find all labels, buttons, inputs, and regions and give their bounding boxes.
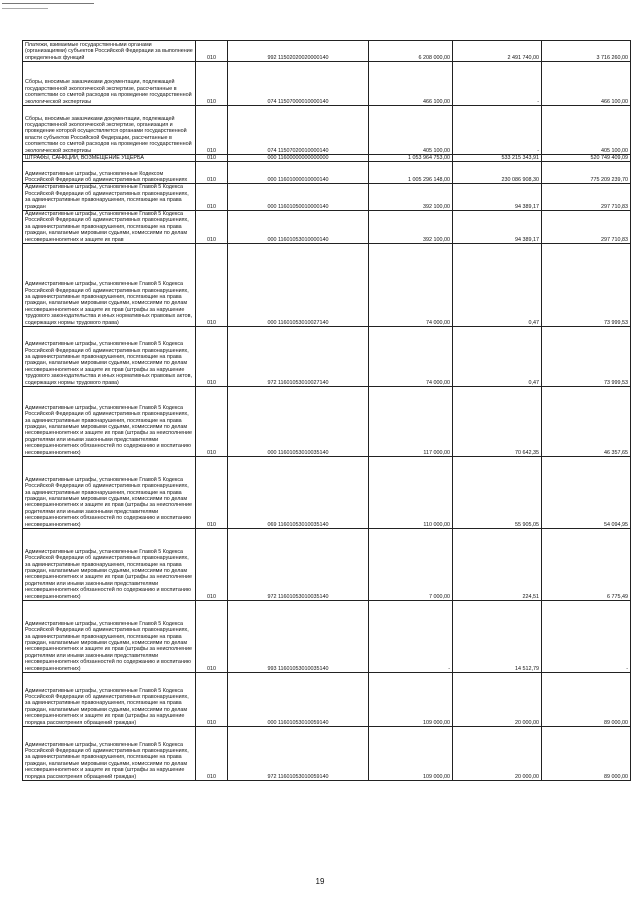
row-remaining-cell: 46 357,65 [542,387,631,457]
table-body [23,41,631,781]
row-executed-cell: 2 491 740,00 [453,41,542,62]
row-kbk-cell: 992 11502020020000140 [228,41,369,62]
row-name-cell: Административные штрафы, установленные Главой 5 Кодекса Российской Федерации об административных правонарушениях, за административные правонарушения, посягающие на права граждан [23,184,196,211]
row-executed-cell: 230 086 908,30 [453,162,542,184]
row-plan-cell: 7 000,00 [369,529,453,601]
row-name-cell: Административные штрафы, установленные Главой 5 Кодекса Российской Федерации об административных правонарушениях, за административные правонарушения, посягающие на права граждан, налагаемые мировыми судьями, комиссиями по делам несовершеннолетних и защите их прав (штрафы за неисполнение родителями или иными законными представителями несовершеннолетних обязанностей по содержанию и воспитанию несовершеннолетних) [23,457,196,529]
row-name-cell: Административные штрафы, установленные Главой 5 Кодекса Российской Федерации об административных правонарушениях, за административные правонарушения, посягающие на права граждан, налагаемые мировыми судьями, комиссиями по делам несовершеннолетних и защите их прав (штрафы за нарушение трудового законодательства и иных нормативных правовых актов, содержащих нормы трудового права) [23,244,196,327]
row-remaining-cell: 405 100,00 [542,106,631,155]
row-kbk-cell: 000 11601000010000140 [228,162,369,184]
row-executed-cell: 55 905,05 [453,457,542,529]
row-remaining-cell: 73 999,53 [542,327,631,387]
header-rule-short [2,8,48,9]
row-executed-cell: 0,47 [453,327,542,387]
row-plan-cell: 110 000,00 [369,457,453,529]
row-name-cell: Административные штрафы, установленные Главой 5 Кодекса Российской Федерации об административных правонарушениях, за административные правонарушения, посягающие на права граждан, налагаемые мировыми судьями, комиссиями по делам несовершеннолетних и защите их прав (штрафы за нарушение порядка рассмотрения обращений граждан) [23,727,196,781]
row-remaining-cell: 297 710,83 [542,184,631,211]
row-code-cell: 010 [196,62,228,106]
row-kbk-cell: 993 11601053010035140 [228,601,369,673]
table-row [23,211,631,244]
row-name-cell: Сборы, вносимые заказчиками документации, подлежащей государственной экологической экспертизе, организация и проведение которой осуществляется органами государственной власти субъектов Российской Федерации, рассчитанные в соответствии со сметой расходов на проведение государственной экологической экспертизы [23,106,196,155]
row-plan-cell: 117 000,00 [369,387,453,457]
row-executed-cell: 20 000,00 [453,673,542,727]
row-remaining-cell: 73 999,53 [542,244,631,327]
row-remaining-cell: 89 000,00 [542,727,631,781]
row-executed-cell: 533 215 343,91 [453,155,542,162]
row-code-cell: 010 [196,529,228,601]
row-code-cell: 010 [196,211,228,244]
row-kbk-cell: 000 11601053010059140 [228,673,369,727]
row-plan-cell: 392 100,00 [369,184,453,211]
row-executed-cell: 14 512,79 [453,601,542,673]
row-remaining-cell: 520 749 409,09 [542,155,631,162]
table-row [23,457,631,529]
row-kbk-cell: 000 11601053010027140 [228,244,369,327]
row-kbk-cell: 074 11507020010000140 [228,106,369,155]
row-code-cell: 010 [196,327,228,387]
table-row [23,673,631,727]
table-row [23,387,631,457]
row-executed-cell: 70 642,35 [453,387,542,457]
header-rule [2,3,94,4]
row-code-cell: 010 [196,601,228,673]
row-name-cell: Административные штрафы, установленные Главой 5 Кодекса Российской Федерации об административных правонарушениях, за административные правонарушения, посягающие на права граждан, налагаемые мировыми судьями, комиссиями по делам несовершеннолетних и защите их прав (штрафы за нарушение трудового законодательства и иных нормативных правовых актов, содержащих нормы трудового права) [23,327,196,387]
table-row [23,184,631,211]
row-executed-cell: 94 389,17 [453,184,542,211]
row-name-cell: Административные штрафы, установленные Главой 5 Кодекса Российской Федерации об административных правонарушениях, за административные правонарушения, посягающие на права граждан, налагаемые мировыми судьями, комиссиями по делам несовершеннолетних и защите их прав (штрафы за неисполнение родителями или иными законными представителями несовершеннолетних обязанностей по содержанию и воспитанию несовершеннолетних) [23,601,196,673]
row-remaining-cell: 6 775,49 [542,529,631,601]
row-code-cell: 010 [196,244,228,327]
row-code-cell: 010 [196,41,228,62]
table-row [23,162,631,184]
row-executed-cell: 94 389,17 [453,211,542,244]
row-kbk-cell: 972 11601053010035140 [228,529,369,601]
row-remaining-cell: 3 716 260,00 [542,41,631,62]
row-name-cell: Административные штрафы, установленные Кодексом Российской Федерации об административных правонарушениях [23,162,196,184]
row-remaining-cell: - [542,601,631,673]
row-kbk-cell: 972 11601053010027140 [228,327,369,387]
page-number: 19 [315,877,325,886]
row-kbk-cell: 000 11601053010000140 [228,211,369,244]
table-row [23,155,631,162]
row-name-cell: Платежи, взимаемые государственными органами (организациями) субъектов Российской Федерации за выполнение определенных функций [23,41,196,62]
row-remaining-cell: 775 209 239,70 [542,162,631,184]
row-kbk-cell: 000 11601053010035140 [228,387,369,457]
row-plan-cell: - [369,601,453,673]
table-row [23,62,631,106]
row-plan-cell: 6 208 000,00 [369,41,453,62]
row-plan-cell: 466 100,00 [369,62,453,106]
row-plan-cell: 1 005 296 148,00 [369,162,453,184]
row-remaining-cell: 89 000,00 [542,673,631,727]
table-row [23,244,631,327]
table-row [23,106,631,155]
row-executed-cell: - [453,62,542,106]
row-plan-cell: 74 000,00 [369,327,453,387]
table-row [23,529,631,601]
row-remaining-cell: 466 100,00 [542,62,631,106]
row-name-cell: Сборы, вносимые заказчиками документации, подлежащей государственной экологической экспертизе, рассчитанные в соответствии со сметой расходов на проведение государственной экологической экспертизы [23,62,196,106]
row-code-cell: 010 [196,673,228,727]
row-executed-cell: - [453,106,542,155]
row-plan-cell: 405 100,00 [369,106,453,155]
row-remaining-cell: 297 710,83 [542,211,631,244]
row-code-cell: 010 [196,727,228,781]
row-plan-cell: 1 053 964 753,00 [369,155,453,162]
row-code-cell: 010 [196,184,228,211]
row-code-cell: 010 [196,162,228,184]
row-name-cell: Административные штрафы, установленные Главой 5 Кодекса Российской Федерации об административных правонарушениях, за административные правонарушения, посягающие на права граждан, налагаемые мировыми судьями, комиссиями по делам несовершеннолетних и защите их прав (штрафы за нарушение порядка рассмотрения обращений граждан) [23,673,196,727]
row-executed-cell: 20 000,00 [453,727,542,781]
row-kbk-cell: 074 11507000010000140 [228,62,369,106]
row-name-cell: Административные штрафы, установленные Главой 5 Кодекса Российской Федерации об административных правонарушениях, за административные правонарушения, посягающие на права граждан, налагаемые мировыми судьями, комиссиями по делам несовершеннолетних и защите их прав (штрафы за неисполнение родителями или иными законными представителями несовершеннолетних обязанностей по содержанию и воспитанию несовершеннолетних) [23,387,196,457]
row-kbk-cell: 069 11601053010035140 [228,457,369,529]
table-row [23,41,631,62]
row-name-cell: Административные штрафы, установленные Главой 5 Кодекса Российской Федерации об административных правонарушениях, за административные правонарушения, посягающие на права граждан, налагаемые мировыми судьями, комиссиями по делам несовершеннолетних и защите их прав [23,211,196,244]
table-row [23,601,631,673]
row-plan-cell: 74 000,00 [369,244,453,327]
row-plan-cell: 392 100,00 [369,211,453,244]
row-name-cell: Административные штрафы, установленные Главой 5 Кодекса Российской Федерации об административных правонарушениях, за административные правонарушения, посягающие на права граждан, налагаемые мировыми судьями, комиссиями по делам несовершеннолетних и защите их прав (штрафы за неисполнение родителями или иными законными представителями несовершеннолетних обязанностей по содержанию и воспитанию несовершеннолетних) [23,529,196,601]
row-code-cell: 010 [196,457,228,529]
row-code-cell: 010 [196,387,228,457]
row-remaining-cell: 54 094,95 [542,457,631,529]
budget-report-table [22,40,631,781]
row-plan-cell: 109 000,00 [369,727,453,781]
row-executed-cell: 0,47 [453,244,542,327]
row-code-cell: 010 [196,106,228,155]
row-kbk-cell: 000 11600000000000000 [228,155,369,162]
row-kbk-cell: 000 11601050010000140 [228,184,369,211]
row-executed-cell: 224,51 [453,529,542,601]
row-name-cell: ШТРАФЫ, САНКЦИИ, ВОЗМЕЩЕНИЕ УЩЕРБА [23,155,196,162]
row-kbk-cell: 972 11601053010059140 [228,727,369,781]
row-plan-cell: 109 000,00 [369,673,453,727]
row-code-cell: 010 [196,155,228,162]
table-row [23,327,631,387]
table-row [23,727,631,781]
